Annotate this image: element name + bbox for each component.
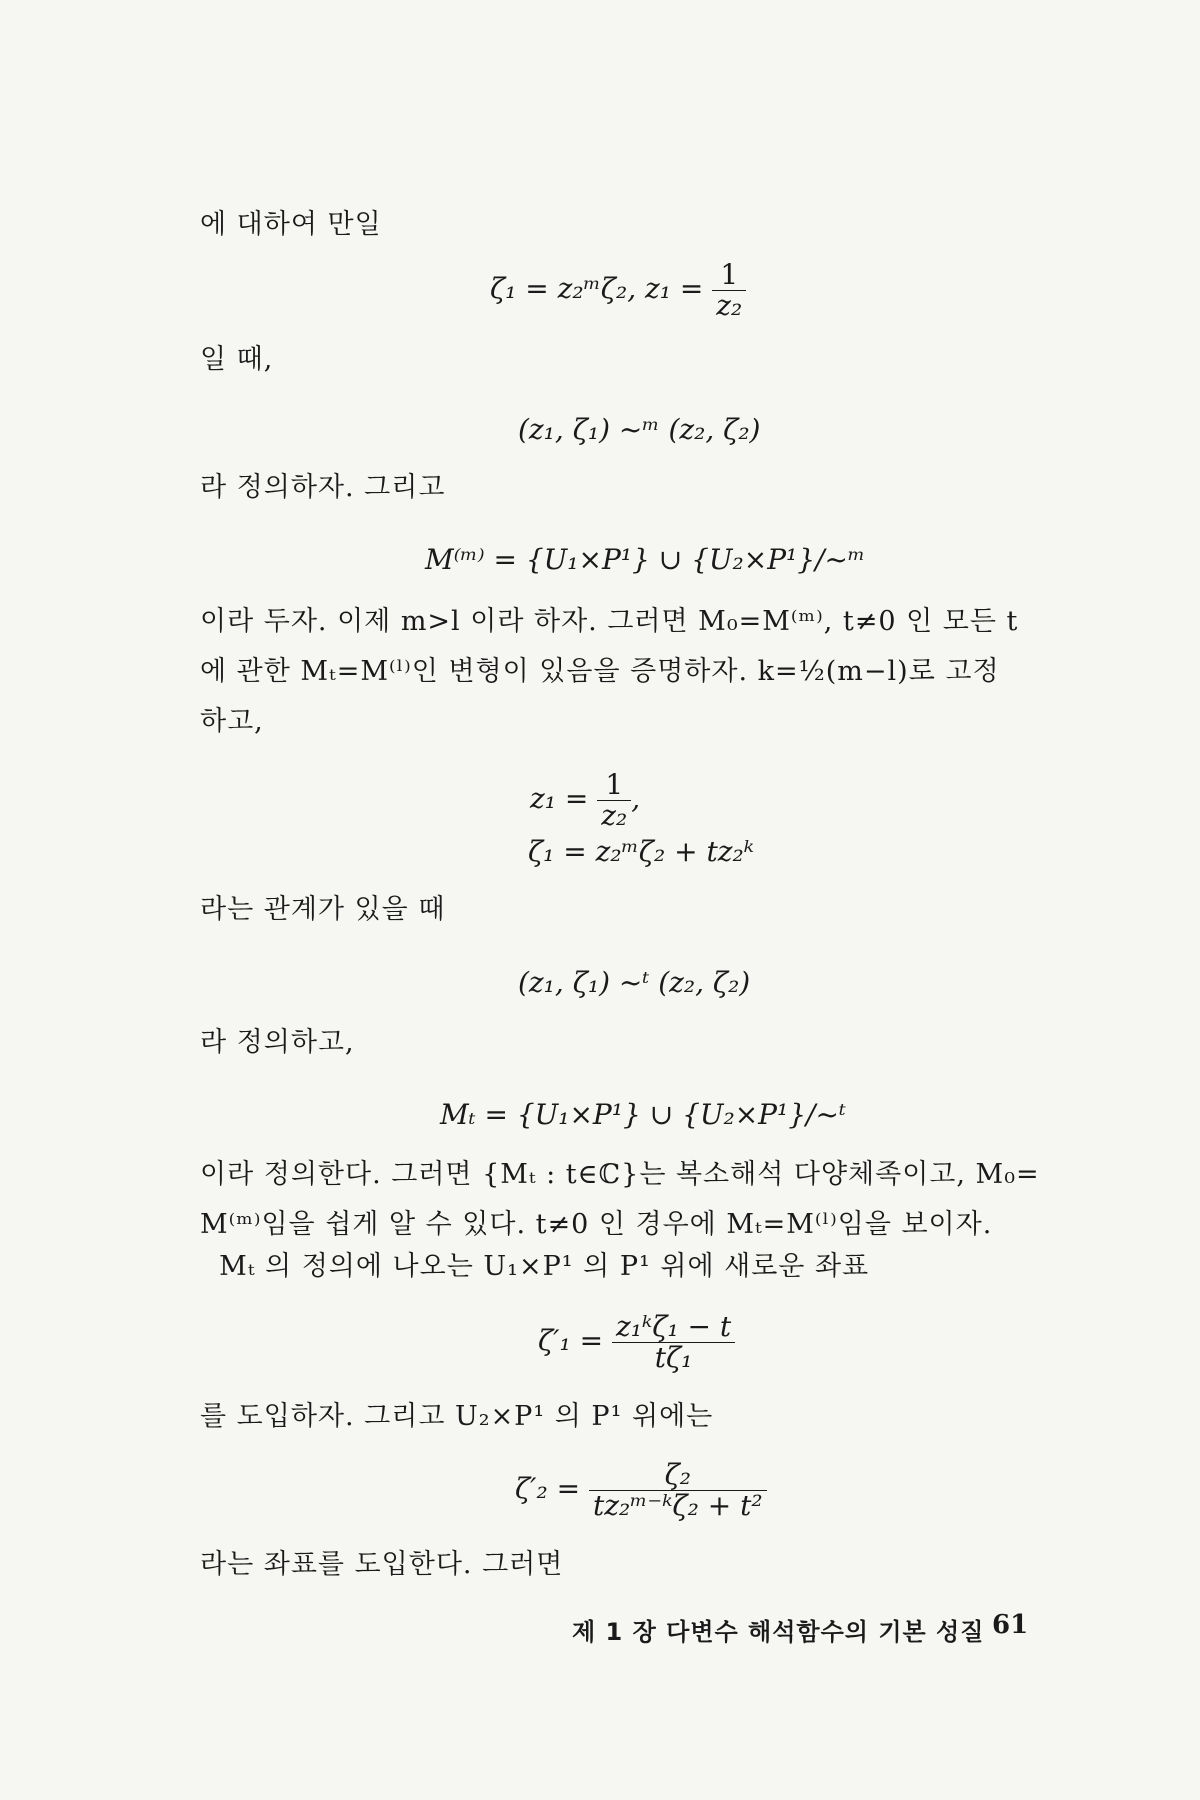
equation: Mₜ = {U₁×P¹} ∪ {U₂×P¹}/~ᵗ [440,1098,846,1131]
text-line: 라 정의하자. 그리고 [200,472,446,503]
fraction-numerator: z₁ᵏζ₁ − t [612,1312,735,1343]
text-line: Mₜ 의 정의에 나오는 U₁×P¹ 의 P¹ 위에 새로운 좌표 [200,1251,870,1282]
equation-text: ζ′₂ = [515,1472,590,1505]
fraction-numerator: 1 [597,770,631,801]
equation [538,1312,735,1373]
fraction [589,1460,767,1521]
text-line: 라 정의하고, [200,1027,355,1058]
text-line: 일 때, [200,344,274,375]
fraction [712,260,746,321]
fraction-numerator: ζ₂ [589,1460,767,1491]
fraction [597,770,631,831]
paragraph: 이라 두자. 이제 m>l 이라 하자. 그러면 M₀=M⁽ᵐ⁾, t≠0 인 모든 t 에 관한 Mₜ=M⁽ˡ⁾인 변형이 있음을 증명하자. k=½(m−l)로 고정 하고, [200,606,1019,737]
equation-text: ζ₁ = z₂ᵐζ₂, z₁ = [490,272,713,305]
running-head: 제 1 장 다변수 해석함수의 기본 성질 [572,1618,985,1646]
text-line: 를 도입하자. 그리고 U₂×P¹ 의 P¹ 위에는 [200,1401,714,1432]
paragraph: 이라 정의한다. 그러면 {Mₜ : t∈ℂ}는 복소해석 다양체족이고, M₀= M⁽ᵐ⁾임을 쉽게 알 수 있다. t≠0 인 경우에 Mₜ=M⁽ˡ⁾임을 보이자. [200,1159,1040,1240]
equation: (z₁, ζ₁) ~ᵐ (z₂, ζ₂) [518,413,761,446]
fraction-denominator: z₂ [716,289,743,322]
text-line: 라는 관계가 있을 때 [200,894,446,925]
fraction-numerator: 1 [712,260,746,291]
equation-text: z₁ = [530,782,598,815]
equation: ζ₁ = z₂ᵐζ₂ + tz₂ᵏ [528,835,754,868]
fraction-denominator: tz₂ᵐ⁻ᵏζ₂ + t² [593,1489,763,1522]
equation [530,770,640,831]
equation: (z₁, ζ₁) ~ᵗ (z₂, ζ₂) [518,966,751,999]
fraction-denominator: z₂ [601,799,628,832]
text-line: 라는 좌표를 도입한다. 그러면 [200,1549,564,1580]
text-line: 에 대하여 만일 [200,209,382,240]
fraction-denominator: tζ₁ [654,1341,693,1374]
fraction [612,1312,735,1373]
page-number: 61 [992,1610,1029,1640]
equation-text: , [631,782,641,815]
equation [490,260,746,321]
equation [515,1460,767,1521]
equation-text: ζ′₁ = [538,1324,613,1357]
equation: M⁽ᵐ⁾ = {U₁×P¹} ∪ {U₂×P¹}/~ᵐ [425,543,866,576]
